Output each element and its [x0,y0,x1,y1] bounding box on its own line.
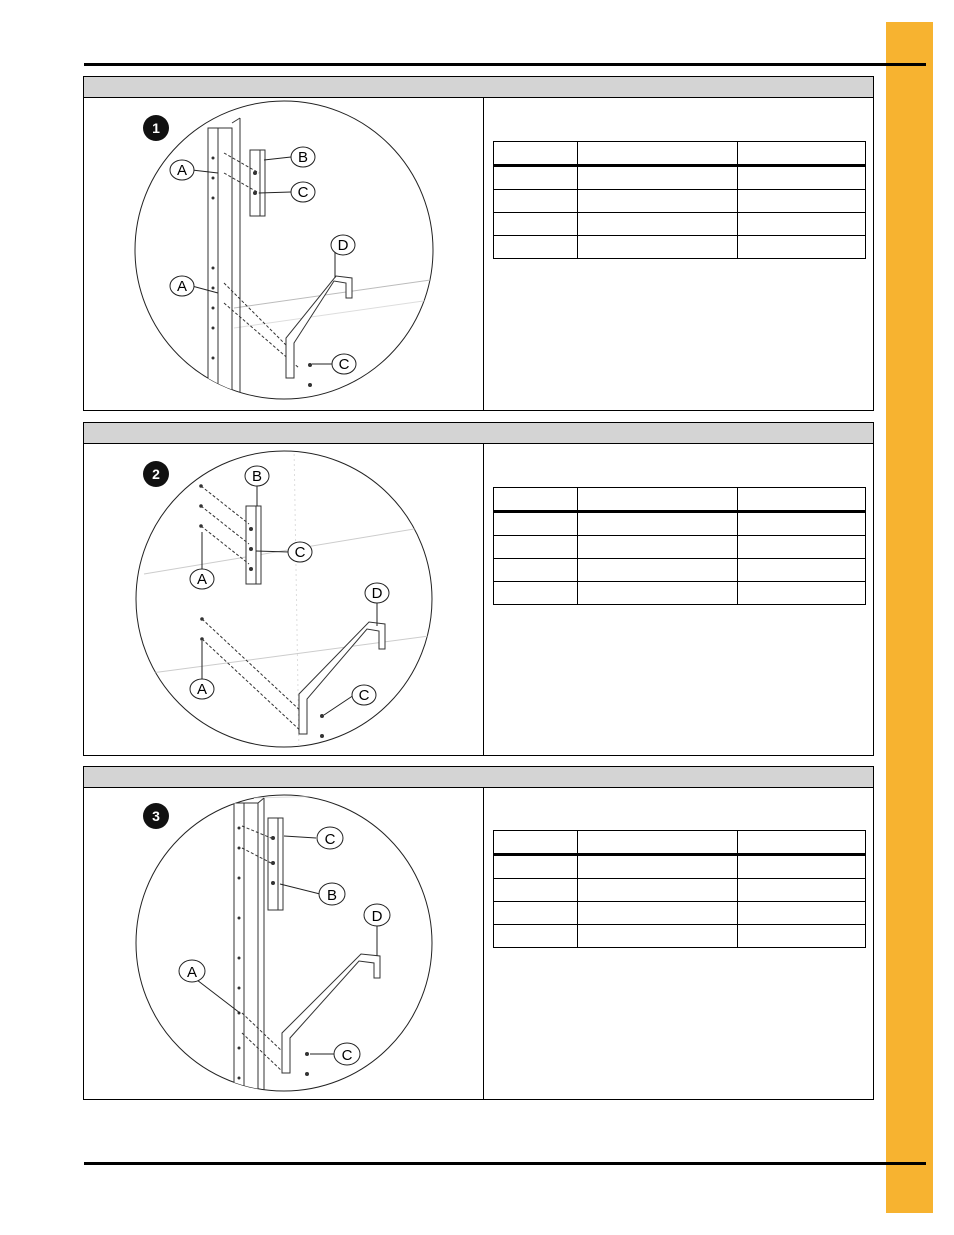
callout-a-label: A [176,278,188,295]
step-1-parts-table [493,141,866,259]
callout-b-label: B [251,468,263,485]
callout-c-label: C [294,544,306,561]
step-3-panel [83,766,874,1100]
table-cell [738,512,866,536]
table-cell [494,879,578,902]
table-cell [738,582,866,605]
table-cell [738,190,866,213]
callout-d-label: D [371,908,383,925]
step-2-panel [83,422,874,756]
step-2-header-bar [84,423,873,444]
table-cell [494,902,578,925]
step-3-parts-table [493,830,866,948]
table-cell [578,582,738,605]
table-header-cell [578,142,738,166]
callout-c-label: C [338,356,350,373]
step-3-illustration [84,788,483,1098]
callout-c-label: C [297,184,309,201]
section-side-tab [886,22,933,1213]
callout-a-label: A [196,571,208,588]
table-header-cell [578,831,738,855]
callout-c-label: C [341,1047,353,1064]
table-cell [578,190,738,213]
table-header-cell [738,831,866,855]
table-cell [494,536,578,559]
table-cell [578,213,738,236]
table-header-cell [494,142,578,166]
table-cell [738,855,866,879]
table-cell [578,925,738,948]
table-cell [578,512,738,536]
step-2-illustration [84,444,483,754]
callout-b-label: B [326,887,338,904]
callout-d-label: D [337,237,349,254]
table-cell [738,166,866,190]
table-cell [738,879,866,902]
step-2-parts-table [493,487,866,605]
step-1-number: 1 [152,120,160,136]
table-row [494,512,866,536]
table-header-cell [738,142,866,166]
callout-a-label: A [196,681,208,698]
table-cell [578,536,738,559]
table-header-cell [738,488,866,512]
table-row [494,213,866,236]
table-cell [494,582,578,605]
callout-a-label: A [176,162,188,179]
footer-rule [84,1162,926,1165]
table-cell [738,213,866,236]
callout-a-label: A [186,964,198,981]
table-row [494,855,866,879]
table-cell [578,166,738,190]
table-cell [494,512,578,536]
panel-divider [483,788,484,1099]
table-cell [578,236,738,259]
table-cell [578,559,738,582]
table-cell [578,855,738,879]
table-cell [578,879,738,902]
step-3-number: 3 [152,808,160,824]
step-1-illustration [84,98,483,408]
callout-d-label: D [371,585,383,602]
step-1-header-bar [84,77,873,98]
table-cell [494,559,578,582]
table-row [494,582,866,605]
table-cell [738,925,866,948]
step-3-header-bar [84,767,873,788]
step-1-panel [83,76,874,411]
table-row [494,236,866,259]
table-header-cell [494,831,578,855]
callout-b-label: B [297,149,309,166]
table-row [494,902,866,925]
table-cell [738,536,866,559]
table-row [494,879,866,902]
table-cell [494,855,578,879]
table-cell [494,925,578,948]
table-cell [494,236,578,259]
table-row [494,559,866,582]
table-cell [578,902,738,925]
table-cell [494,166,578,190]
table-cell [494,190,578,213]
panel-divider [483,98,484,410]
callout-c-label: C [358,687,370,704]
table-row [494,536,866,559]
table-row [494,925,866,948]
panel-divider [483,444,484,755]
table-cell [738,236,866,259]
table-header-cell [578,488,738,512]
header-rule [84,63,926,66]
table-row [494,190,866,213]
step-2-number: 2 [152,466,160,482]
table-cell [494,213,578,236]
table-cell [738,902,866,925]
table-row [494,166,866,190]
table-header-cell [494,488,578,512]
callout-c-label: C [324,831,336,848]
table-cell [738,559,866,582]
